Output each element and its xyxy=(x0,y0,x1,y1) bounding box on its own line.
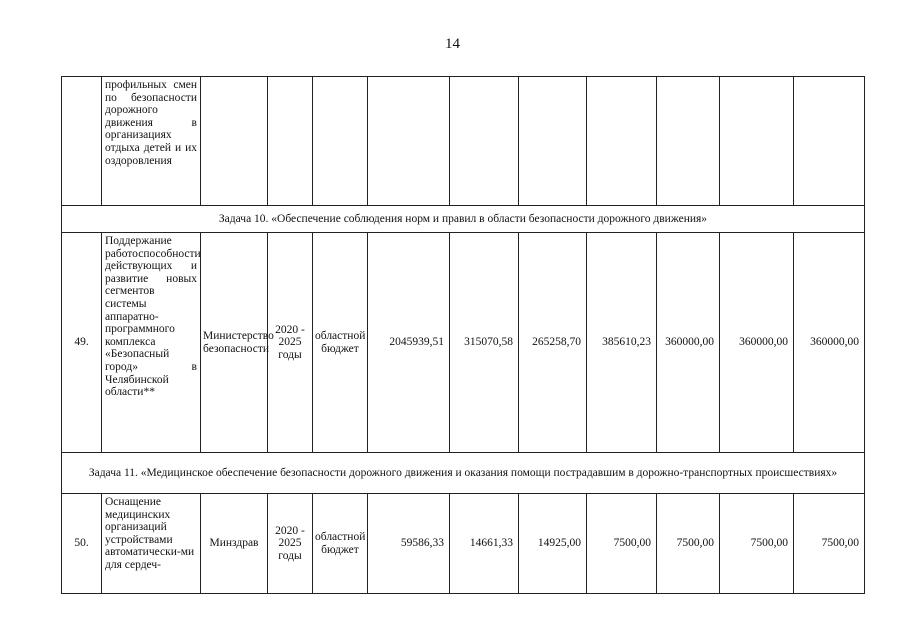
amount-year: 14661,33 xyxy=(450,494,519,594)
amount-year xyxy=(450,77,519,206)
task-header-row xyxy=(62,453,865,494)
amount-year: 7500,00 xyxy=(657,494,720,594)
table-row xyxy=(62,494,865,594)
amount-total: 2045939,51 xyxy=(368,233,450,453)
amount-year: 265258,70 xyxy=(519,233,587,453)
row-number xyxy=(62,77,102,206)
period xyxy=(268,77,313,206)
executor xyxy=(201,77,268,206)
amount-total: 59586,33 xyxy=(368,494,450,594)
period: 2020 - 2025 годы xyxy=(268,233,313,453)
page-number: 14 xyxy=(445,36,460,52)
amount-year xyxy=(519,77,587,206)
task-11-title: Задача 11. «Медицинское обеспечение безопасности дорожного движения и оказания помощи пострадавшим в дорожно-транспортных происшествиях» xyxy=(62,453,865,494)
amount-year: 7500,00 xyxy=(720,494,794,594)
amount-year: 360000,00 xyxy=(794,233,865,453)
amount-year: 7500,00 xyxy=(587,494,657,594)
period: 2020 - 2025 годы xyxy=(268,494,313,594)
amount-year: 14925,00 xyxy=(519,494,587,594)
amount-year xyxy=(720,77,794,206)
program-table xyxy=(61,76,865,594)
executor: Министерство безопасности xyxy=(201,233,268,453)
row-number: 49. xyxy=(62,233,102,453)
measure-name: Оснащение медицинских организаций устройствами автоматически-ми для сердеч- xyxy=(102,494,201,594)
table-row xyxy=(62,233,865,453)
table-row xyxy=(62,77,865,206)
executor: Минздрав xyxy=(201,494,268,594)
funding-source: областной бюджет xyxy=(313,494,368,594)
amount-year: 360000,00 xyxy=(720,233,794,453)
amount-year xyxy=(794,77,865,206)
funding-source: областной бюджет xyxy=(313,233,368,453)
amount-year xyxy=(587,77,657,206)
amount-total xyxy=(368,77,450,206)
measure-name: Поддержание работоспособности действующих и развитие новых сегментов системы аппаратно-программного комплекса «Безопасный город» в Челябинской области** xyxy=(102,233,201,453)
funding-source xyxy=(313,77,368,206)
amount-year: 360000,00 xyxy=(657,233,720,453)
row-number: 50. xyxy=(62,494,102,594)
amount-year: 315070,58 xyxy=(450,233,519,453)
amount-year xyxy=(657,77,720,206)
task-10-title: Задача 10. «Обеспечение соблюдения норм и правил в области безопасности дорожного движения» xyxy=(62,206,865,233)
task-header-row xyxy=(62,206,865,233)
amount-year: 7500,00 xyxy=(794,494,865,594)
amount-year: 385610,23 xyxy=(587,233,657,453)
measure-name: профильных смен по безопасности дорожного движения в организациях отдыха детей и их оздоровления xyxy=(102,77,201,206)
